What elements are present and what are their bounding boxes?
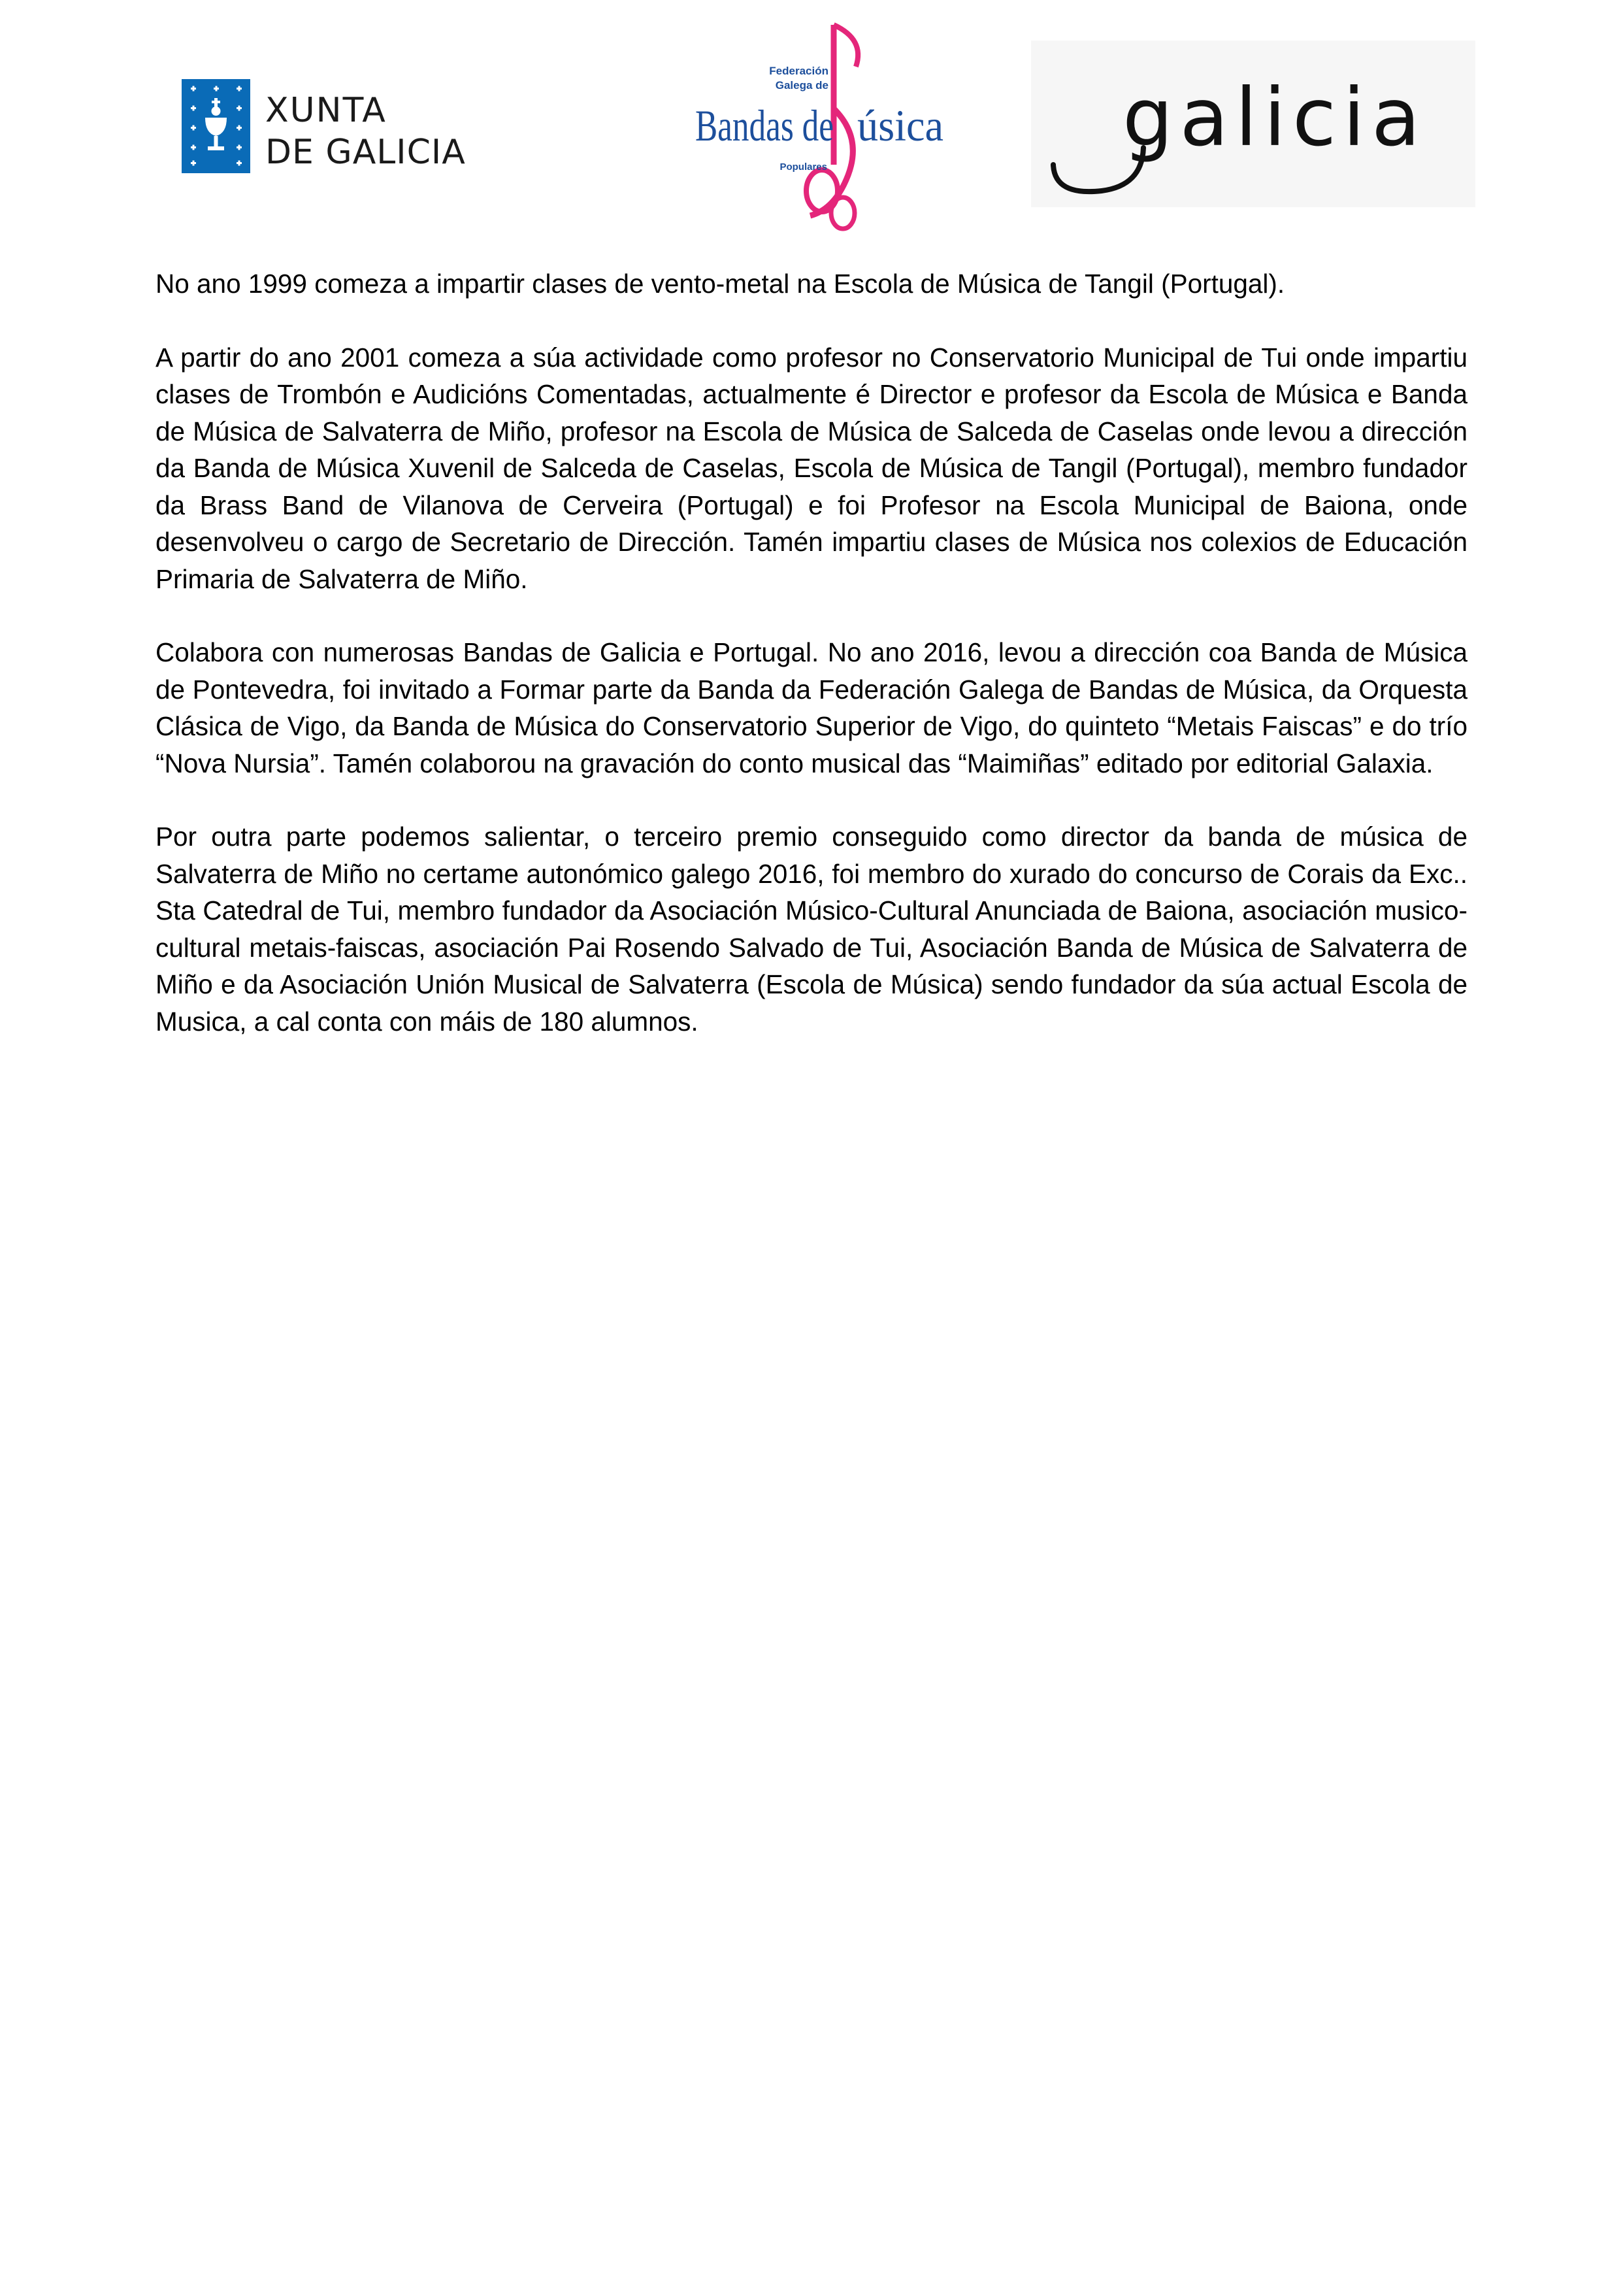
svg-text:DE GALICIA: DE GALICIA: [265, 133, 466, 172]
paragraph-1: No ano 1999 comeza a impartir clases de vento-metal na Escola de Música de Tangil (Portugal).: [156, 269, 1285, 299]
svg-text:XUNTA: XUNTA: [265, 91, 387, 130]
document-body: [156, 265, 1467, 1076]
paragraph-3: Colabora con numerosas Bandas de Galicia e Portugal. No ano 2016, levou a dirección coa Banda de Música de Pontevedra, foi invitado a Formar parte da Banda da Federación Galega de Bandas de Música, da Orquesta Clásica de Vigo, da Banda de Música do Conservatorio Superior de Vigo, do quinteto “Metais Faiscas” e do trío “Nova Nursia”. Tamén colaborou na gravación do conto musical das “Maimiñas” editado por editorial Galaxia.: [156, 637, 1467, 778]
svg-text:Populares: Populares: [779, 161, 827, 173]
svg-text:úsica: úsica: [857, 101, 943, 150]
paragraph-2: A partir do ano 2001 comeza a súa actividade como profesor no Conservatorio Municipal de Tui onde impartiu clases de Trombón e Audicións Comentadas, actualmente é Director e profesor da Escola de Música e Banda de Música de Salvaterra de Miño, profesor na Escola de Música de Salceda de Caselas onde levou a dirección da Banda de Música Xuvenil de Salceda de Caselas, Escola de Música de Tangil (Portugal), membro fundador da Brass Band de Vilanova de Cerveira (Portugal) e foi Profesor na Escola Municipal de Baiona, onde desenvolveu o cargo de Secretario de Dirección. Tamén impartiu clases de Música nos colexios de Educación Primaria de Salvaterra de Miño.: [156, 342, 1467, 594]
page-header: [0, 0, 1623, 235]
bandas-de-musica-logo: [691, 20, 946, 232]
xunta-de-galicia-logo: [182, 77, 495, 175]
svg-text:Federación: Federación: [769, 65, 828, 77]
svg-text:galicia: galicia: [1123, 71, 1427, 164]
galicia-wordmark-logo: [1031, 41, 1475, 207]
svg-text:Galega de: Galega de: [775, 79, 828, 92]
paragraph-4: Por outra parte podemos salientar, o terceiro premio conseguido como director da banda de música de Salvaterra de Miño no certame autonómico galego 2016, foi membro do xurado do concurso de Corais da Exc.. Sta Catedral de Tui, membro fundador da Asociación Músico-Cultural Anunciada de Baiona, asociación musico-cultural metais-faiscas, asociación Pai Rosendo Salvado de Tui, Asociación Banda de Música de Salvaterra de Miño e da Asociación Unión Musical de Salvaterra (Escola de Música) sendo fundador da súa actual Escola de Musica, a cal conta con máis de 180 alumnos.: [156, 822, 1467, 1037]
svg-text:Bandas de: Bandas de: [695, 101, 834, 150]
